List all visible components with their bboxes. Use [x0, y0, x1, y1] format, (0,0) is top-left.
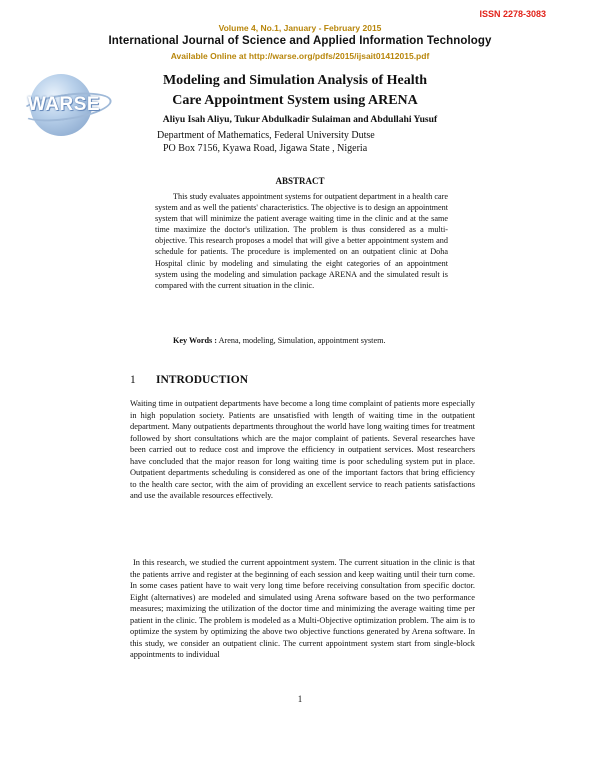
section-title: INTRODUCTION: [156, 374, 249, 386]
logo-wordmark: WARSE: [27, 94, 101, 115]
intro-paragraph-2: In this research, we studied the current appointment system. The current situation in the clinic is that the patients arrive and register at the beginning of each session and keep waiting until their turn come. In some cases patient have to wait very long time before receiving consultation from specific doctor. Eight (alternatives) are modeled and simulated using Arena software based on the two performance measures; maximizing the utilization of the doctor time and minimizing the average waiting time per patient in the clinic. The problem is modeled as a Multi-Objective optimization problem. The aim is to optimize the system by optimizing the above two objective functions generated by Arena software. In this study, we consider an outpatient clinic. The current appointment system start from single-block appointments to individual: [130, 558, 475, 660]
title-line-2: Care Appointment System using ARENA: [172, 93, 418, 108]
page-number: 1: [297, 694, 303, 704]
affiliation-line-1: Department of Mathematics, Federal University Dutse: [157, 130, 375, 141]
keywords-value: Arena, modeling, Simulation, appointment system.: [218, 336, 386, 345]
affiliation-line-2: PO Box 7156, Kyawa Road, Jigawa State , Nigeria: [163, 143, 368, 154]
keywords: [155, 335, 448, 346]
issn-label: ISSN 2278-3083: [479, 9, 546, 19]
section-number: 1: [130, 374, 136, 386]
abstract-body: This study evaluates appointment systems for outpatient department in a health care system and as well the patients' characteristics. The objective is to design an appointment system that will minimize the patient average waiting time in the clinic and at the same time maximize the doctor's utilization. The problem is thus considered as a multi-objective. This research proposes a model that will give a better appointment system and schedule for patients. The procedure is implemented on an outpatient clinic at Doha Hospital clinic by modeling and simulating the eight categories of an appointment system using the modeling and simulation package ARENA and the simulated result is compared with the current situation in the clinic.: [155, 192, 448, 290]
keywords-label: Key Words :: [173, 336, 217, 345]
title-line-1: Modeling and Simulation Analysis of Health: [162, 73, 428, 88]
journal-title: International Journal of Science and Applied Information Technology: [108, 35, 492, 47]
online-availability-link[interactable]: Available Online at http://warse.org/pdfs/2015/ijsait01412015.pdf: [170, 51, 430, 61]
section-heading-introduction: [130, 374, 248, 386]
paper-title: [130, 71, 460, 111]
warse-logo: [20, 72, 108, 144]
author-list: Aliyu Isah Aliyu, Tukur Abdulkadir Sulaiman and Abdullahi Yusuf: [162, 114, 438, 125]
abstract-heading: ABSTRACT: [275, 176, 325, 186]
affiliation: [157, 129, 375, 155]
volume-label: Volume 4, No.1, January - February 2015: [218, 23, 382, 33]
intro-paragraph-1: Waiting time in outpatient departments have become a long time complaint of patients more especially in high population society. Patients are unsatisfied with length of waiting time in the outpatient department. Many outpatients departments throughout the world have long waiting times for treatment followed by short consultations which are the major complaint of patients. Several researches have been carried out to reduce cost and improve the efficiency in outpatient services. Most researchers have concluded that the major reason for long waiting time is poor scheduling system put in place. Outpatient departments scheduling is considered as one of the important factors that bring efficiency to the health care sector, with the aim of providing an excellent service to reach patients satisfactions and use the available resources effectively.: [130, 399, 475, 501]
